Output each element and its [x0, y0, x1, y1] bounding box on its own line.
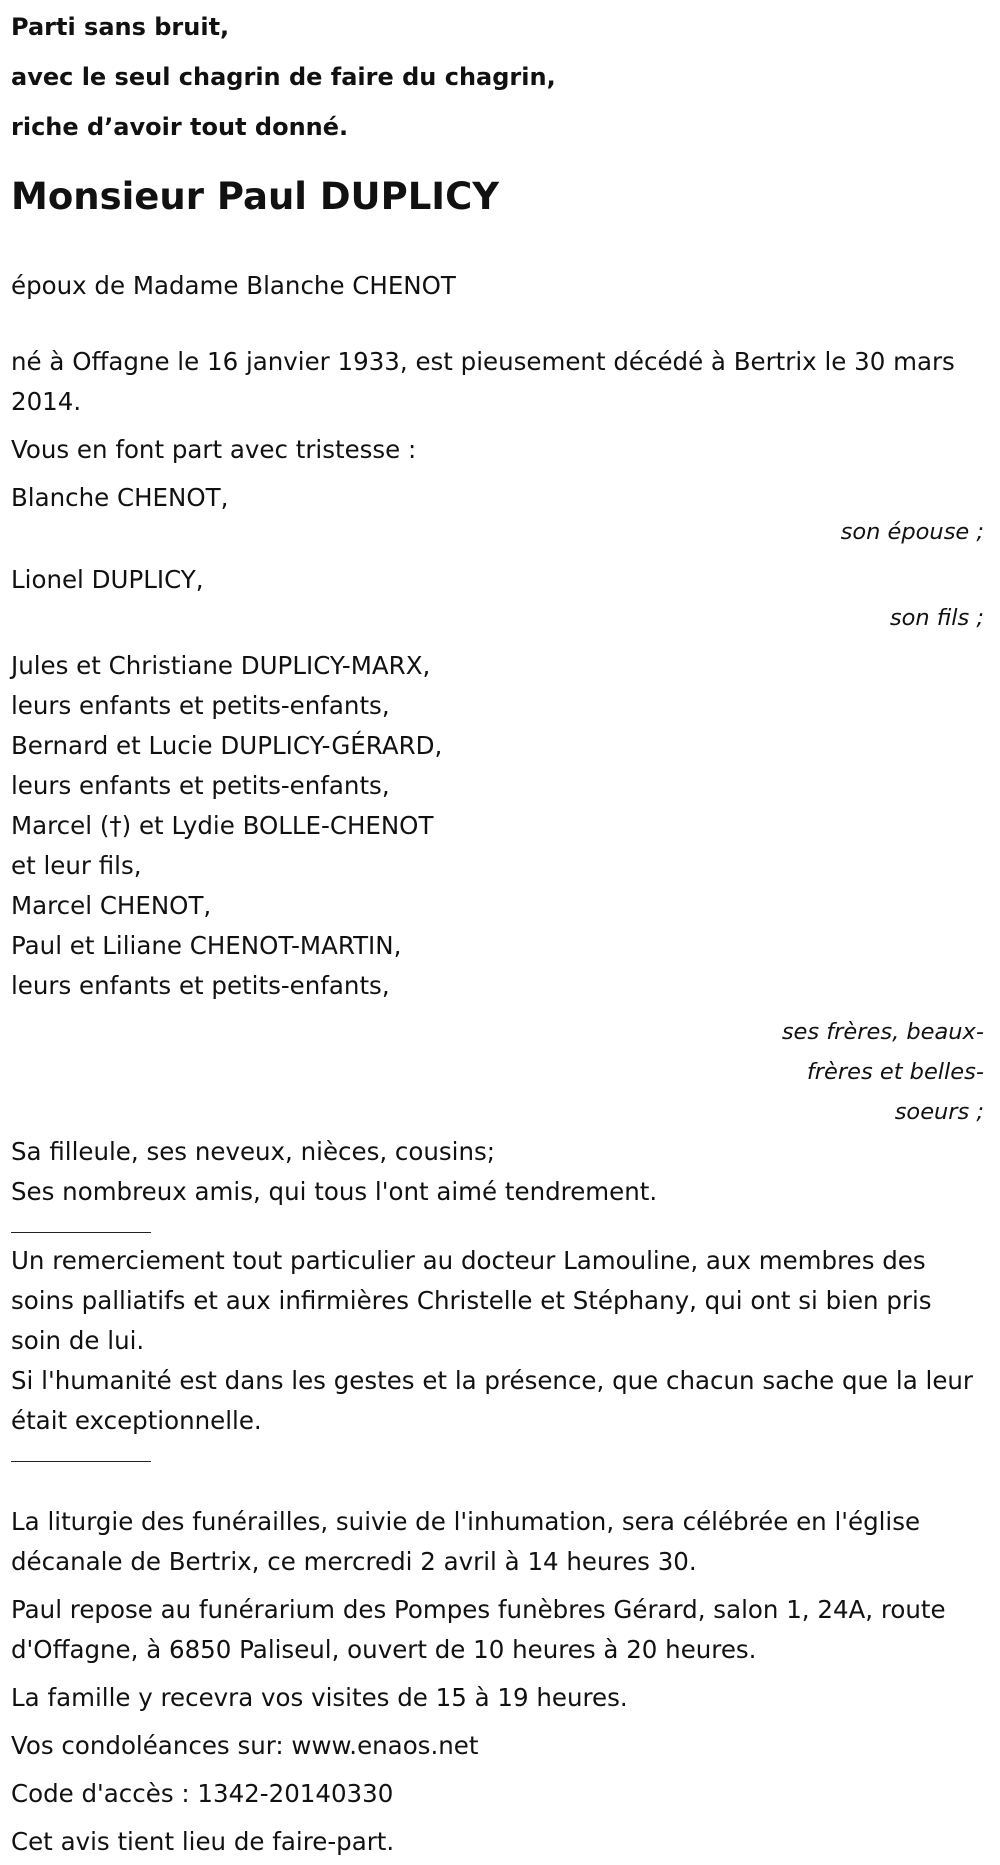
funeral-closing: Cet avis tient lieu de faire-part. [11, 1827, 395, 1856]
thanks-paragraph-1: Un remerciement tout particulier au docteur Lamouline, aux membres des soins palliatifs et aux infirmières Christelle et Stéphany, qui ont si bien pris soin de lui. [11, 1246, 932, 1355]
epigraph-line-1: Parti sans bruit, [11, 13, 230, 41]
birth-death-line: né à Offagne le 16 janvier 1933, est pieusement décédé à Bertrix le 30 mars 2014. [11, 347, 955, 416]
obituary-page [0, 2, 1000, 1865]
others-line-1: Sa filleule, ses neveux, nièces, cousins; [11, 1137, 496, 1166]
siblings-line: Marcel CHENOT, [11, 891, 212, 920]
siblings-relation-line: soeurs ; [894, 1099, 984, 1125]
epigraph-line-3: riche d’avoir tout donné. [11, 113, 349, 141]
funeral-condolences: Vos condoléances sur: www.enaos.net [11, 1731, 479, 1760]
funeral-rest: Paul repose au funérarium des Pompes funèbres Gérard, salon 1, 24A, route d'Offagne, à 6850 Paliseul, ouvert de 10 heures à 20 heures. [11, 1595, 946, 1664]
funeral-visits: La famille y recevra vos visites de 15 à 19 heures. [11, 1683, 628, 1712]
siblings-relation-line: ses frères, beaux- [781, 1019, 984, 1045]
siblings-line: leurs enfants et petits-enfants, [11, 691, 390, 720]
siblings-list [11, 646, 984, 1006]
obituary-content [11, 2, 984, 1862]
siblings-line: Marcel (†) et Lydie BOLLE-CHENOT [11, 811, 434, 840]
family-spouse-relation: son épouse ; [840, 519, 984, 545]
siblings-relation-line: frères et belles- [806, 1059, 984, 1085]
announcement-intro: Vous en font part avec tristesse : [11, 435, 417, 464]
siblings-relation [764, 1012, 984, 1132]
separator-line [11, 1212, 151, 1233]
siblings-line: Paul et Liliane CHENOT-MARTIN, [11, 931, 402, 960]
family-spouse-name: Blanche CHENOT, [11, 483, 229, 512]
funeral-info [11, 1502, 984, 1862]
thanks-paragraph-2: Si l'humanité est dans les gestes et la présence, que chacun sache que la leur était exceptionnelle. [11, 1366, 974, 1435]
others-line-2: Ses nombreux amis, qui tous l'ont aimé tendrement. [11, 1177, 658, 1206]
family-son-relation: son fils ; [889, 605, 984, 631]
funeral-access-code: Code d'accès : 1342-20140330 [11, 1779, 394, 1808]
siblings-line: Jules et Christiane DUPLICY-MARX, [11, 651, 431, 680]
spouse-line: époux de Madame Blanche CHENOT [11, 271, 456, 300]
siblings-line: et leur fils, [11, 851, 142, 880]
epigraph-line-2: avec le seul chagrin de faire du chagrin, [11, 63, 556, 91]
deceased-name: Monsieur Paul DUPLICY [11, 175, 500, 218]
siblings-line: leurs enfants et petits-enfants, [11, 971, 390, 1000]
siblings-line: Bernard et Lucie DUPLICY-GÉRARD, [11, 731, 443, 760]
separator-line [11, 1441, 151, 1462]
epigraph [11, 2, 984, 152]
funeral-liturgy: La liturgie des funérailles, suivie de l'inhumation, sera célébrée en l'église décanale de Bertrix, ce mercredi 2 avril à 14 heures 30. [11, 1507, 921, 1576]
family-son-name: Lionel DUPLICY, [11, 565, 204, 594]
siblings-line: leurs enfants et petits-enfants, [11, 771, 390, 800]
